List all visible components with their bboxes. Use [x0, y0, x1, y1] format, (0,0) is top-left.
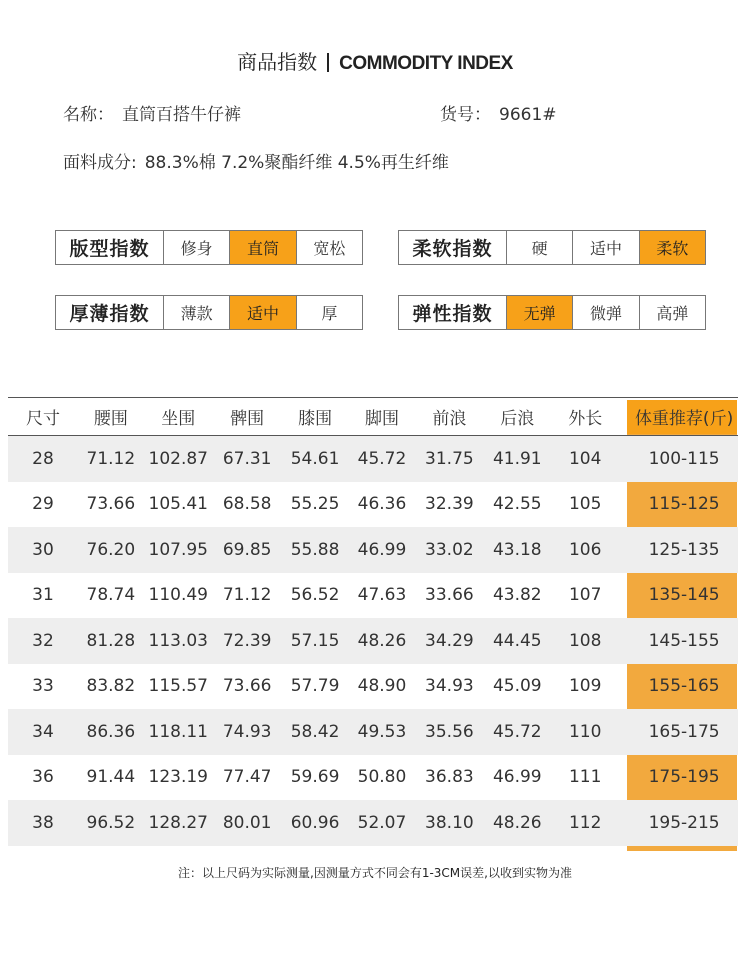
header-thigh: 髀围 — [230, 409, 265, 429]
header-outseam: 外长 — [568, 409, 603, 429]
cell-seat: 118.11 — [148, 721, 208, 742]
cell-weight: 125-135 — [648, 539, 720, 560]
cell-front-rise: 33.66 — [425, 585, 474, 606]
table-row — [8, 664, 738, 710]
cell-knee: 59.69 — [290, 767, 340, 788]
cell-outseam: 107 — [568, 585, 602, 606]
cell-leg-opening: 50.80 — [357, 767, 407, 788]
elasticity-option-slight: 微弹 — [573, 296, 639, 329]
cell-size: 29 — [32, 494, 54, 515]
table-row — [8, 709, 738, 755]
cell-back-rise: 45.72 — [492, 721, 542, 742]
cell-leg-opening: 48.26 — [357, 630, 407, 651]
cell-waist: 76.20 — [86, 539, 136, 560]
header-weight: 体重推荐(斤) — [634, 409, 734, 429]
cell-knee: 54.61 — [290, 448, 340, 469]
cell-seat: 107.95 — [148, 539, 208, 560]
softness-index-label: 柔软指数 — [399, 231, 507, 264]
cell-seat: 110.49 — [148, 585, 208, 606]
product-code-label: 货号： — [440, 105, 491, 125]
title-en: COMMODITY INDEX — [339, 53, 513, 74]
cell-size: 34 — [32, 721, 54, 742]
page-title — [0, 46, 750, 75]
cell-back-rise: 45.09 — [492, 676, 542, 697]
cell-weight: 145-155 — [648, 630, 720, 651]
cell-back-rise: 43.18 — [492, 539, 542, 560]
cell-outseam: 109 — [568, 676, 602, 697]
elasticity-index — [398, 295, 706, 330]
cell-thigh: 72.39 — [222, 630, 272, 651]
product-code-value: 9661# — [499, 105, 557, 125]
table-row — [8, 573, 738, 619]
cell-back-rise: 44.45 — [492, 630, 542, 651]
cell-waist: 91.44 — [86, 767, 136, 788]
cell-seat: 105.41 — [148, 494, 208, 515]
cell-front-rise: 31.75 — [425, 448, 474, 469]
cell-outseam: 110 — [568, 721, 602, 742]
cell-thigh: 74.93 — [222, 721, 272, 742]
cell-weight: 135-145 — [648, 585, 720, 606]
table-row — [8, 527, 738, 573]
cell-back-rise: 46.99 — [492, 767, 542, 788]
header-back-rise: 后浪 — [500, 409, 535, 429]
product-code-row — [440, 100, 557, 125]
cell-outseam: 104 — [568, 448, 602, 469]
cell-knee: 55.88 — [290, 539, 340, 560]
cell-waist: 86.36 — [86, 721, 136, 742]
cell-size: 30 — [32, 539, 54, 560]
cell-thigh: 73.66 — [222, 676, 272, 697]
elasticity-option-high: 高弹 — [656, 304, 689, 323]
table-row — [8, 800, 738, 846]
fabric-row — [63, 148, 449, 173]
softness-option-hard: 硬 — [507, 231, 573, 264]
cell-knee: 57.79 — [290, 676, 340, 697]
cell-knee: 56.52 — [290, 585, 340, 606]
cell-knee: 57.15 — [290, 630, 340, 651]
cell-weight: 115-125 — [648, 494, 720, 515]
header-front-rise: 前浪 — [432, 409, 467, 429]
thickness-option-thin: 薄款 — [164, 296, 230, 329]
fit-index-label: 版型指数 — [56, 231, 164, 264]
cell-outseam: 108 — [568, 630, 602, 651]
cell-front-rise: 34.93 — [425, 676, 474, 697]
cell-size: 32 — [32, 630, 54, 651]
cell-leg-opening: 45.72 — [357, 448, 407, 469]
cell-waist: 83.82 — [86, 676, 136, 697]
thickness-index-label: 厚薄指数 — [56, 296, 164, 329]
fit-option-slim: 修身 — [164, 231, 230, 264]
cell-seat: 102.87 — [148, 448, 208, 469]
cell-weight: 195-215 — [648, 812, 720, 833]
table-row — [8, 618, 738, 664]
cell-size: 31 — [32, 585, 54, 606]
cell-outseam: 105 — [568, 494, 602, 515]
product-name-label: 名称： — [63, 105, 114, 125]
cell-knee: 55.25 — [290, 494, 340, 515]
cell-front-rise: 36.83 — [425, 767, 474, 788]
fabric-label: 面料成分: — [63, 153, 137, 173]
cell-size: 33 — [32, 676, 54, 697]
cell-front-rise: 34.29 — [425, 630, 474, 651]
cell-seat: 113.03 — [148, 630, 208, 651]
cell-leg-opening: 49.53 — [357, 721, 407, 742]
measurement-note: 注：以上尺码为实际测量,因测量方式不同会有1-3CM误差,以收到实物为准 — [178, 866, 572, 880]
title-divider — [327, 53, 329, 72]
fit-option-straight: 直筒 — [230, 231, 296, 264]
cell-back-rise: 42.55 — [492, 494, 542, 515]
cell-knee: 58.42 — [290, 721, 340, 742]
cell-leg-opening: 46.36 — [357, 494, 407, 515]
table-row — [8, 436, 738, 482]
softness-index — [398, 230, 706, 265]
header-knee: 膝围 — [298, 409, 333, 429]
cell-waist: 73.66 — [86, 494, 136, 515]
cell-knee: 60.96 — [290, 812, 340, 833]
cell-waist: 71.12 — [86, 448, 136, 469]
product-name-value: 直筒百搭牛仔裤 — [122, 105, 241, 125]
cell-front-rise: 33.02 — [425, 539, 474, 560]
cell-thigh: 77.47 — [222, 767, 272, 788]
cell-weight: 100-115 — [648, 448, 720, 469]
table-header-row — [8, 398, 738, 435]
cell-seat: 115.57 — [148, 676, 208, 697]
cell-back-rise: 43.82 — [492, 585, 542, 606]
product-name-row — [63, 100, 241, 125]
cell-seat: 128.27 — [148, 812, 208, 833]
header-waist: 腰围 — [93, 409, 128, 429]
cell-outseam: 106 — [568, 539, 602, 560]
elasticity-index-label: 弹性指数 — [399, 296, 507, 329]
cell-thigh: 67.31 — [222, 448, 272, 469]
cell-leg-opening: 46.99 — [357, 539, 407, 560]
cell-waist: 96.52 — [86, 812, 136, 833]
cell-leg-opening: 47.63 — [357, 585, 407, 606]
header-seat: 坐围 — [161, 409, 196, 429]
cell-size: 28 — [32, 448, 54, 469]
fit-index — [55, 230, 363, 265]
cell-seat: 123.19 — [148, 767, 208, 788]
cell-size: 36 — [32, 767, 54, 788]
thickness-option-medium: 适中 — [230, 296, 296, 329]
elasticity-option-none: 无弹 — [507, 296, 573, 329]
cell-front-rise: 38.10 — [425, 812, 474, 833]
header-size: 尺寸 — [25, 409, 60, 429]
cell-size: 38 — [32, 812, 54, 833]
table-row — [8, 482, 738, 528]
cell-front-rise: 35.56 — [425, 721, 474, 742]
cell-back-rise: 48.26 — [492, 812, 542, 833]
fit-option-loose: 宽松 — [313, 239, 346, 258]
softness-option-medium: 适中 — [573, 231, 639, 264]
cell-outseam: 111 — [568, 767, 602, 788]
thickness-index — [55, 295, 363, 330]
thickness-option-thick: 厚 — [321, 304, 338, 323]
title-cn: 商品指数 — [237, 50, 318, 74]
cell-back-rise: 41.91 — [492, 448, 542, 469]
cell-waist: 81.28 — [86, 630, 136, 651]
table-row — [8, 755, 738, 801]
cell-weight: 175-195 — [648, 767, 720, 788]
cell-thigh: 68.58 — [222, 494, 272, 515]
header-leg-opening: 脚围 — [364, 409, 399, 429]
cell-front-rise: 32.39 — [425, 494, 474, 515]
cell-weight: 155-165 — [648, 676, 720, 697]
cell-thigh: 80.01 — [222, 812, 272, 833]
cell-weight: 165-175 — [648, 721, 720, 742]
fabric-value: 88.3%棉 7.2%聚酯纤维 4.5%再生纤维 — [144, 153, 449, 173]
cell-leg-opening: 52.07 — [357, 812, 407, 833]
cell-outseam: 112 — [568, 812, 602, 833]
cell-thigh: 69.85 — [222, 539, 272, 560]
softness-option-soft: 柔软 — [640, 231, 705, 264]
cell-leg-opening: 48.90 — [357, 676, 407, 697]
cell-waist: 78.74 — [86, 585, 136, 606]
cell-thigh: 71.12 — [222, 585, 272, 606]
